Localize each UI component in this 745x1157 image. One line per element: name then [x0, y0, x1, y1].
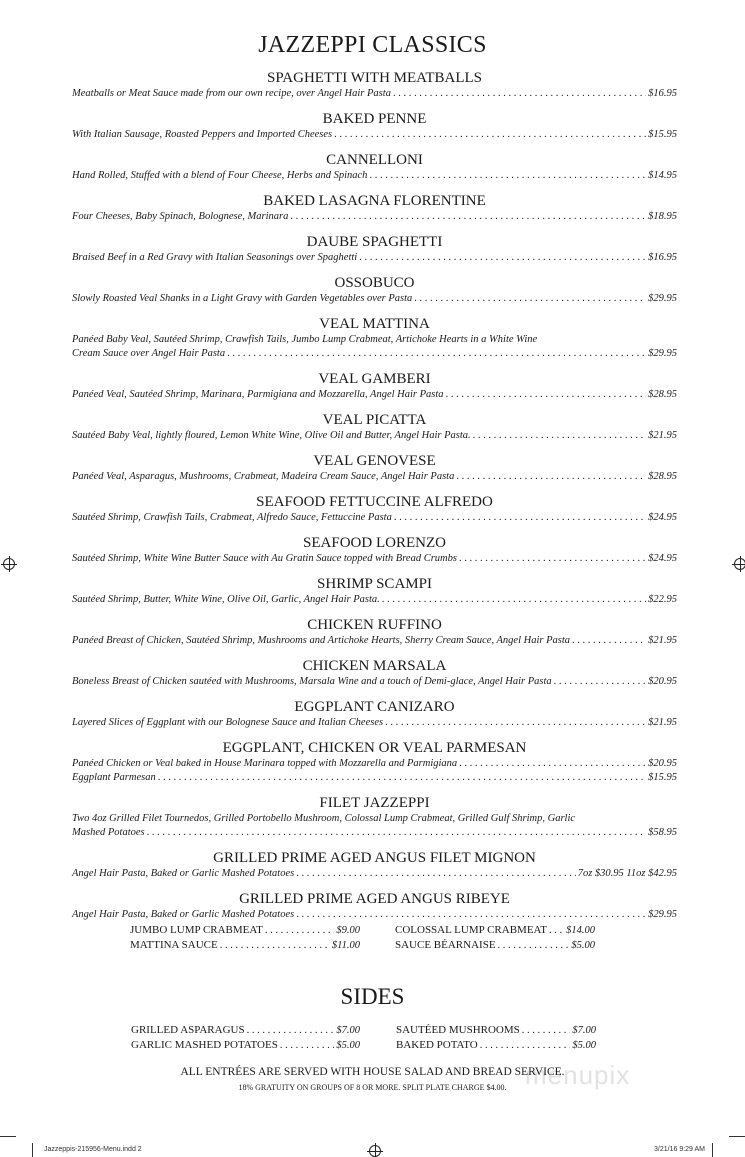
item-description: Angel Hair Pasta, Baked or Garlic Mashed Potatoes: [72, 909, 295, 920]
crop-mark: [32, 1143, 33, 1157]
menu-item: [72, 534, 677, 566]
dot-leader: [334, 129, 646, 140]
item-description: Braised Beef in a Red Gravy with Italian Seasonings over Spaghetti: [72, 252, 358, 263]
addon-item: [130, 923, 360, 938]
menu-line: [72, 908, 677, 922]
menu-item: [72, 616, 677, 648]
menu-line: [72, 388, 677, 402]
item-name: DAUBE SPAGHETTI: [306, 234, 443, 250]
menu-line: [72, 429, 677, 443]
item-price: 7oz $30.95 11oz $42.95: [577, 868, 677, 879]
entree-note: ALL ENTRÉES ARE SERVED WITH HOUSE SALAD AND BREAD SERVICE.: [180, 1066, 565, 1078]
menu-item: [72, 794, 677, 840]
menu-line: [72, 593, 677, 607]
item-price: $21.95: [648, 717, 677, 728]
section-title-classics: JAZZEPPI CLASSICS: [258, 32, 487, 58]
addon-item: [130, 938, 360, 953]
side-name: GARLIC MASHED POTATOES: [131, 1039, 278, 1051]
item-price: $24.95: [648, 512, 677, 523]
item-description: Hand Rolled, Stuffed with a blend of Four Cheese, Herbs and Spinach: [72, 170, 368, 181]
item-price: $15.95: [648, 129, 677, 140]
dot-leader: [498, 939, 570, 953]
item-name: CHICKEN RUFFINO: [307, 617, 442, 633]
side-item: [131, 1038, 360, 1053]
dot-leader: [393, 88, 646, 99]
menu-line: [72, 292, 677, 306]
item-name: CHICKEN MARSALA: [302, 658, 447, 674]
dot-leader: [382, 594, 646, 605]
dot-leader: [446, 389, 647, 400]
side-name: GRILLED ASPARAGUS: [131, 1024, 245, 1036]
registration-mark-icon: [734, 558, 745, 570]
item-name: EGGPLANT CANIZARO: [294, 699, 455, 715]
item-description: Layered Slices of Eggplant with our Bolognese Sauce and Italian Cheeses: [72, 717, 384, 728]
item-name: SEAFOOD LORENZO: [303, 535, 446, 551]
item-description: Eggplant Parmesan: [72, 772, 156, 783]
item-name: SEAFOOD FETTUCCINE ALFREDO: [256, 494, 493, 510]
dot-leader: [247, 1024, 335, 1038]
item-price: $21.95: [648, 430, 677, 441]
gratuity-note: 18% GRATUITY ON GROUPS OF 8 OR MORE. SPLIT PLATE CHARGE $4.00.: [238, 1083, 507, 1092]
menu-line: [72, 634, 677, 648]
item-price: $28.95: [648, 389, 677, 400]
item-description: Boneless Breast of Chicken sautéed with Mushrooms, Marsala Wine and a touch of Demi-glace, Angel Hair Pasta: [72, 676, 552, 687]
dot-leader: [549, 924, 564, 938]
item-name: BAKED PENNE: [322, 111, 427, 127]
dot-leader: [473, 430, 646, 441]
item-name: BAKED LASAGNA FLORENTINE: [263, 193, 486, 209]
item-price: $29.95: [648, 348, 677, 359]
item-name: FILET JAZZEPPI: [319, 795, 430, 811]
menu-item: [72, 575, 677, 607]
dot-leader: [414, 293, 646, 304]
item-description: Panéed Breast of Chicken, Sautéed Shrimp, Mushrooms and Artichoke Hearts, Sherry Cream Sauce, Angel Hair Pasta: [72, 635, 570, 646]
menu-line: [72, 675, 677, 689]
dot-leader: [522, 1024, 571, 1038]
item-description: Panéed Veal, Sautéed Shrimp, Marinara, Parmigiana and Mozzarella, Angel Hair Pasta: [72, 389, 444, 400]
item-price: $22.95: [648, 594, 677, 605]
side-price: $7.00: [572, 1025, 596, 1036]
sides-list: [131, 1023, 596, 1053]
dot-leader: [158, 772, 646, 783]
menu-item: [72, 849, 677, 881]
item-description: With Italian Sausage, Roasted Peppers and Imported Cheeses: [72, 129, 333, 140]
side-name: BAKED POTATO: [396, 1039, 478, 1051]
item-price: $16.95: [648, 252, 677, 263]
item-price: $24.95: [648, 553, 677, 564]
menu-item: [72, 233, 677, 265]
menu-line: [72, 347, 677, 361]
menu-line: [72, 169, 677, 183]
item-price: $16.95: [648, 88, 677, 99]
side-name: SAUTÉED MUSHROOMS: [396, 1024, 520, 1036]
dot-leader: [280, 1039, 335, 1053]
item-name: GRILLED PRIME AGED ANGUS RIBEYE: [239, 891, 510, 907]
menu-line: [72, 757, 677, 771]
menu-line: [72, 210, 677, 224]
addon-name: MATTINA SAUCE: [130, 939, 218, 951]
side-item: [396, 1038, 596, 1053]
item-description: Four Cheeses, Baby Spinach, Bolognese, Marinara: [72, 211, 289, 222]
item-price: $58.95: [648, 827, 677, 838]
item-price: $28.95: [648, 471, 677, 482]
item-price: $20.95: [648, 676, 677, 687]
dot-leader: [394, 512, 646, 523]
item-description: Sautéed Shrimp, Crawfish Tails, Crabmeat, Alfredo Sauce, Fettuccine Pasta: [72, 512, 392, 523]
dot-leader: [147, 827, 647, 838]
crop-mark: [712, 1143, 713, 1157]
item-description: Panéed Veal, Asparagus, Mushrooms, Crabmeat, Madeira Cream Sauce, Angel Hair Pasta: [72, 471, 455, 482]
menu-line: [72, 470, 677, 484]
item-name: VEAL PICATTA: [322, 412, 427, 428]
menu-item: [72, 110, 677, 142]
timestamp-label: 3/21/16 9:29 AM: [654, 1146, 705, 1153]
item-description: Sautéed Baby Veal, lightly floured, Lemon White Wine, Olive Oil and Butter, Angel Hair Pasta.: [72, 430, 471, 441]
menu-line: [72, 826, 677, 840]
crop-mark: [729, 1136, 745, 1137]
item-price: $29.95: [648, 293, 677, 304]
addon-name: SAUCE BÉARNAISE: [395, 939, 496, 951]
watermark-logo: menupix: [525, 1060, 631, 1090]
dot-leader: [480, 1039, 571, 1053]
dot-leader: [456, 471, 646, 482]
item-price: $29.95: [648, 909, 677, 920]
item-name: CANNELLONI: [326, 152, 423, 168]
addon-price: $14.00: [566, 925, 595, 936]
addon-price: $9.00: [336, 925, 360, 936]
classics-list: [72, 69, 677, 962]
item-name: EGGPLANT, CHICKEN OR VEAL PARMESAN: [222, 740, 527, 756]
item-name: GRILLED PRIME AGED ANGUS FILET MIGNON: [213, 850, 536, 866]
item-price: $18.95: [648, 211, 677, 222]
item-name: VEAL MATTINA: [319, 316, 430, 332]
dot-leader: [459, 553, 646, 564]
addon-list: [130, 923, 677, 953]
menu-item: [72, 151, 677, 183]
menu-item: [72, 274, 677, 306]
file-name-label: Jazzeppis-215956-Menu.indd 2: [44, 1146, 142, 1153]
menu-item: [72, 192, 677, 224]
menu-item: [72, 411, 677, 443]
item-name: SHRIMP SCAMPI: [317, 576, 432, 592]
dot-leader: [572, 635, 646, 646]
menu-line: [72, 716, 677, 730]
dot-leader: [220, 939, 330, 953]
addon-name: JUMBO LUMP CRABMEAT: [130, 924, 263, 936]
addon-price: $5.00: [571, 940, 595, 951]
menu-line: [72, 511, 677, 525]
item-name: SPAGHETTI WITH MEATBALLS: [266, 70, 482, 86]
dot-leader: [359, 252, 646, 263]
menu-item: [72, 657, 677, 689]
dot-leader: [369, 170, 646, 181]
dot-leader: [290, 211, 646, 222]
dot-leader: [459, 758, 646, 769]
item-price: $15.95: [648, 772, 677, 783]
item-name: OSSOBUCO: [334, 275, 415, 291]
menu-item: [72, 739, 677, 785]
menu-item: [72, 493, 677, 525]
item-description: Slowly Roasted Veal Shanks in a Light Gravy with Garden Vegetables over Pasta: [72, 293, 413, 304]
item-description: Two 4oz Grilled Filet Tournedos, Grilled Portobello Mushroom, Colossal Lump Crabmeat, Grilled Gulf Shrimp, Garlic: [72, 813, 576, 824]
addon-item: [395, 923, 595, 938]
item-description: Panéed Chicken or Veal baked in House Marinara topped with Mozzarella and Parmigiana: [72, 758, 458, 769]
dot-leader: [554, 676, 646, 687]
section-title-sides: SIDES: [340, 984, 405, 1009]
dot-leader: [265, 924, 335, 938]
menu-line: [72, 771, 677, 785]
menu-item: [72, 69, 677, 101]
side-price: $5.00: [572, 1040, 596, 1051]
menu-item: [72, 452, 677, 484]
side-price: $7.00: [336, 1025, 360, 1036]
item-price: $20.95: [648, 758, 677, 769]
registration-mark-icon: [3, 558, 15, 570]
registration-mark-icon: [369, 1145, 381, 1157]
addon-price: $11.00: [331, 940, 360, 951]
dot-leader: [296, 909, 646, 920]
dot-leader: [385, 717, 646, 728]
item-name: VEAL GAMBERI: [318, 371, 431, 387]
item-description: Sautéed Shrimp, Butter, White Wine, Olive Oil, Garlic, Angel Hair Pasta.: [72, 594, 380, 605]
menu-item: [72, 315, 677, 361]
menu-item: [72, 890, 677, 953]
side-item: [396, 1023, 596, 1038]
dot-leader: [227, 348, 646, 359]
menu-line: [72, 87, 677, 101]
menu-line: [72, 867, 677, 881]
menu-line: [72, 128, 677, 142]
menu-line: [72, 552, 677, 566]
item-description: Cream Sauce over Angel Hair Pasta: [72, 348, 226, 359]
item-description: Mashed Potatoes: [72, 827, 145, 838]
side-item: [131, 1023, 360, 1038]
side-price: $5.00: [336, 1040, 360, 1051]
item-description: Panéed Baby Veal, Sautéed Shrimp, Crawfish Tails, Jumbo Lump Crabmeat, Artichoke Hearts in a White Wine: [72, 334, 538, 345]
addon-name: COLOSSAL LUMP CRABMEAT: [395, 924, 547, 936]
menu-item: [72, 370, 677, 402]
item-description: Sautéed Shrimp, White Wine Butter Sauce with Au Gratin Sauce topped with Bread Crumbs: [72, 553, 457, 564]
crop-mark: [0, 1136, 16, 1137]
item-price: $21.95: [648, 635, 677, 646]
dot-leader: [296, 868, 576, 879]
menu-line: [72, 251, 677, 265]
addon-item: [395, 938, 595, 953]
item-description: Angel Hair Pasta, Baked or Garlic Mashed Potatoes: [72, 868, 295, 879]
item-price: $14.95: [648, 170, 677, 181]
item-name: VEAL GENOVESE: [313, 453, 436, 469]
menu-item: [72, 698, 677, 730]
item-description: Meatballs or Meat Sauce made from our own recipe, over Angel Hair Pasta: [72, 88, 391, 99]
